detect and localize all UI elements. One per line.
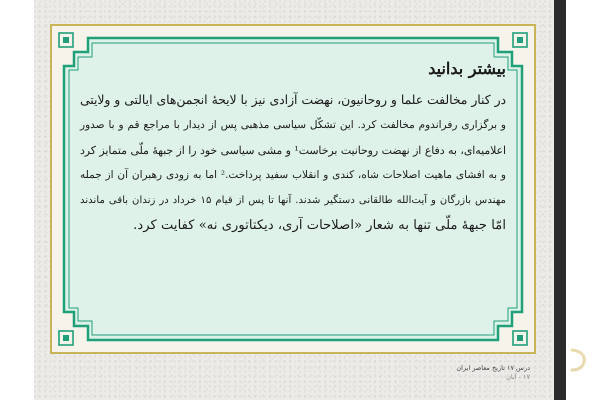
paragraph-line: مهندس بازرگان و آیت‌الله طالقانی دستگیر شدند. آنها تا پس از قیام ۱۵ خرداد در زندان باقی ماندند <box>80 195 506 206</box>
info-box-content <box>80 58 506 328</box>
corner-logo-icon <box>566 346 594 374</box>
slide-footer <box>380 364 530 382</box>
paragraph-line: امّا جبههٔ ملّی تنها به شعار «اصلاحات آری، دیکتاتوری نه» کفایت کرد. <box>133 218 506 233</box>
info-box <box>58 32 528 346</box>
paragraph-line: در کنار مخالفت علما و روحانیون، نهضت آزادی نیز با لایحهٔ انجمن‌های ایالتی و ولایتی <box>80 93 506 107</box>
footer-lesson: درس ۱۷ تاریخ معاصر ایران <box>456 364 530 372</box>
paragraph-line: و به افشای ماهیت اصلاحات شاه، کندی و انقلاب سفید پرداخت.² اما به زودی رهبران آن از جمله <box>80 169 507 181</box>
footer-sub: ۱۷ - آبان ۰ <box>500 373 530 381</box>
paragraph-line: اعلامیه‌ای، به دفاع از نهضت روحانیت برخاست¹ و مشی سیاسی خود را از جبههٔ ملّی متمایز کرد <box>80 144 506 157</box>
slide-edge-strip <box>554 0 566 400</box>
box-title: بیشتر بدانید <box>428 59 506 78</box>
paragraph-line: و برگزاری رفراندوم مخالفت کرد. این تشکّل سیاسی مذهبی پس از دیدار با مراجع قم و با صدور <box>80 119 506 131</box>
